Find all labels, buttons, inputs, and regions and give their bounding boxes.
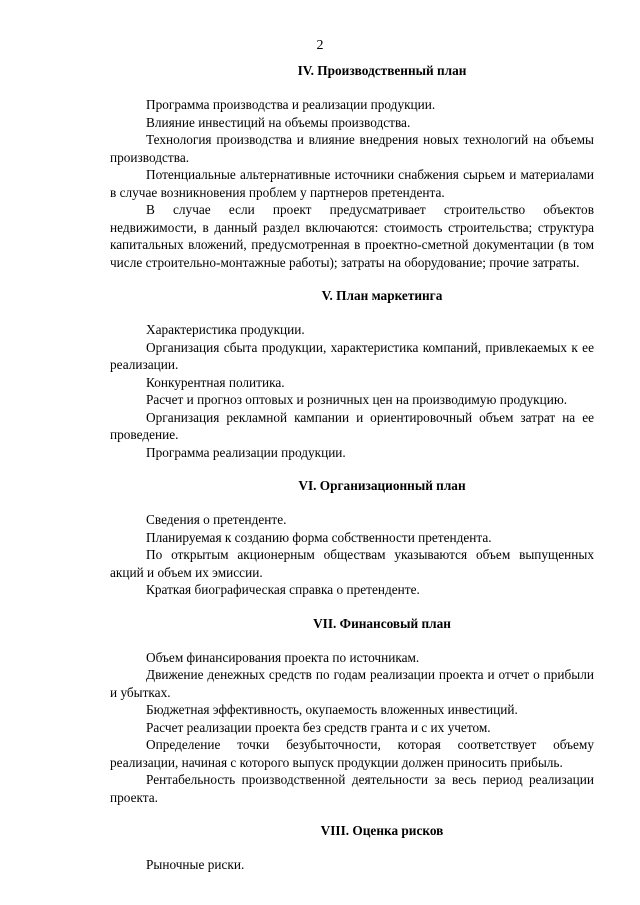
paragraph: По открытым акционерным обществам указываются объем выпущенных акций и объем их эмиссии. <box>110 547 594 580</box>
paragraph: Организация сбыта продукции, характеристика компаний, привлекаемых к ее реализации. <box>110 339 594 372</box>
section-title: VI. Организационный план <box>298 478 466 493</box>
paragraph: Рентабельность производственной деятельности за весь период реализации проекта. <box>110 772 594 805</box>
paragraph: Объем финансирования проекта по источникам. <box>146 649 420 665</box>
section-title: VIII. Оценка рисков <box>320 823 444 838</box>
paragraph: Рыночные риски. <box>146 857 245 872</box>
paragraph: Движение денежных средств по годам реализации проекта и отчет о прибыли и убытках. <box>110 667 594 700</box>
section-financial-plan <box>110 615 594 807</box>
paragraph: Программа реализации продукции. <box>146 444 346 460</box>
section-marketing-plan <box>110 287 594 461</box>
section-production-plan <box>110 62 594 271</box>
paragraph: Организация рекламной кампании и ориентировочный объем затрат на ее проведение. <box>110 409 594 442</box>
paragraph: Планируемая к созданию форма собственности претендента. <box>146 529 492 545</box>
paragraph: Технология производства и влияние внедрения новых технологий на объемы производства. <box>110 132 594 165</box>
paragraph: Конкурентная политика. <box>146 374 285 390</box>
paragraph: В случае если проект предусматривает строительство объектов недвижимости, в данный раздел включаются: стоимость строительства; структура капитальных вложений, предусмотренная в проектно-сметной документации (в том числе строительно-монтажные работы); затраты на оборудование; прочие затраты. <box>110 202 594 270</box>
section-organizational-plan <box>110 477 594 599</box>
paragraph: Краткая биографическая справка о претенденте. <box>146 582 420 597</box>
paragraph: Характеристика продукции. <box>146 322 305 337</box>
paragraph: Определение точки безубыточности, которая соответствует объему реализации, начиная с которого выпуск продукции должен приносить прибыль. <box>110 737 594 770</box>
paragraph: Расчет реализации проекта без средств гранта и с их учетом. <box>146 719 491 735</box>
section-risk-assessment <box>110 822 594 874</box>
paragraph: Программа производства и реализации продукции. <box>146 97 436 112</box>
section-title: V. План маркетинга <box>321 288 443 303</box>
section-title: IV. Производственный план <box>297 63 467 78</box>
paragraph: Влияние инвестиций на объемы производства. <box>146 114 411 130</box>
paragraph: Расчет и прогноз оптовых и розничных цен на производимую продукцию. <box>146 392 568 407</box>
document-body <box>110 62 594 874</box>
page-number: 2 <box>316 38 324 53</box>
paragraph: Бюджетная эффективность, окупаемость вложенных инвестиций. <box>146 702 518 717</box>
paragraph: Сведения о претенденте. <box>146 512 287 527</box>
paragraph: Потенциальные альтернативные источники снабжения сырьем и материалами в случае возникновения проблем у партнеров претендента. <box>110 167 594 200</box>
section-title: VII. Финансовый план <box>313 615 451 631</box>
